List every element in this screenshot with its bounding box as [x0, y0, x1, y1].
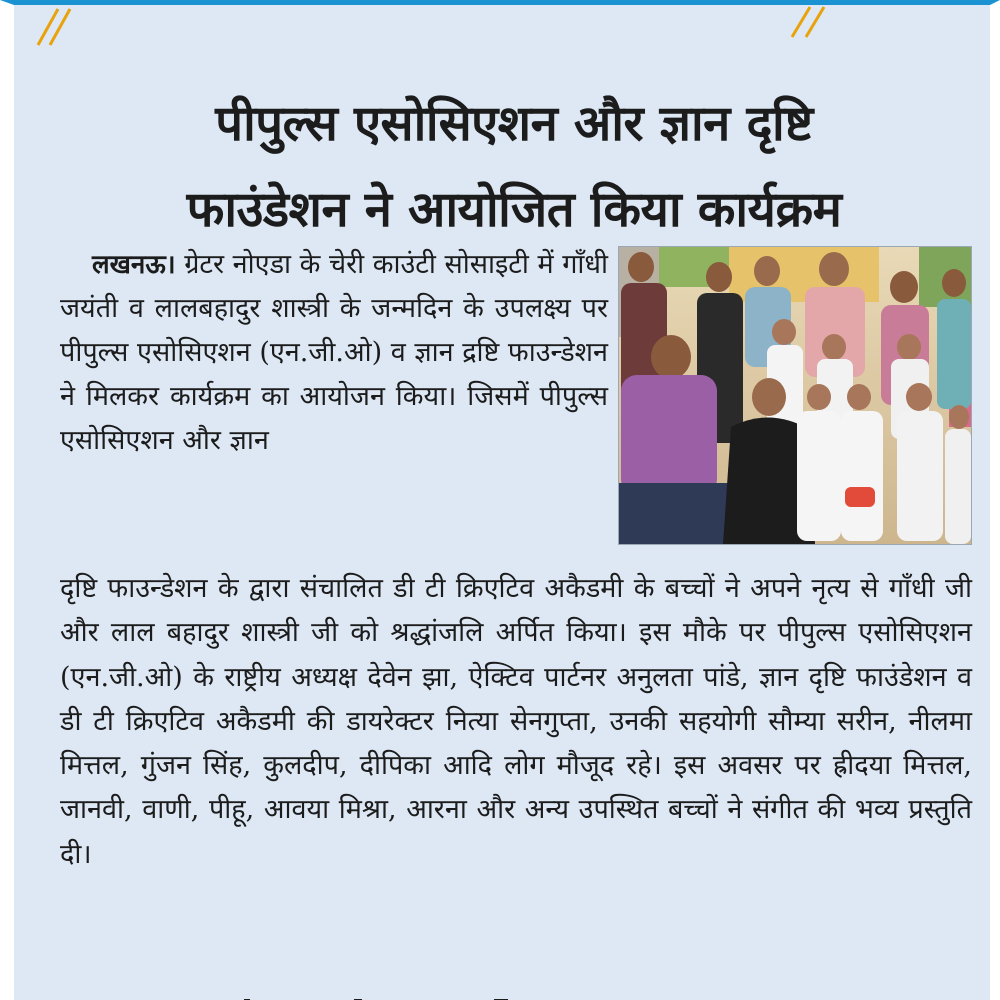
dateline: लखनऊ।: [92, 250, 176, 280]
group-photo-icon: [619, 247, 971, 544]
lead-text: ग्रेटर नोएडा के चेरी काउंटी सोसाइटी में गाँधी जयंती व लालबहादुर शास्त्री के जन्मदिन के उपलक्ष्य पर पीपुल्स एसोसिएशन (एन.जी.ओ) व ज्ञान द्रष्टि फाउन्डेशन ने मिलकर कार्यक्रम का आयोजन किया। जिसमें पीपुल्स एसोसिएशन और ज्ञान: [60, 249, 608, 456]
group-photo: [618, 246, 972, 545]
headline-line-2: फाउंडेशन ने आयोजित किया कार्यक्रम: [186, 181, 842, 238]
headline-line-1: पीपुल्स एसोसिएशन और ज्ञान दृष्टि: [215, 95, 813, 152]
article-lead: [60, 243, 608, 463]
article-body: दृष्टि फाउन्डेशन के द्वारा संचालित डी टी क्रिएटिव अकैडमी के बच्चों ने अपने नृत्य से गाँधी जी और लाल बहादुर शास्त्री जी को श्रद्धांजलि अर्पित किया। इस मौके पर पीपुल्स एसोसिएशन (एन.जी.ओ) के राष्ट्रीय अध्यक्ष देवेन झा, ऐक्टिव पार्टनर अनुलता पांडे, ज्ञान दृष्टि फाउंडेशन व डी टी क्रिएटिव अकैडमी की डायरेक्टर नित्या सेनगुप्ता, उनकी सहयोगी सौम्या सरीन, नीलमा मित्तल, गुंजन सिंह, कुलदीप, दीपिका आदि लोग मौजूद रहे। इस अवसर पर ह्रीदया मित्तल, जानवी, वाणी, पीहू, आवया मिश्रा, आरना और अन्य उपस्थित बच्चों ने संगीत की भव्य प्रस्तुति दी।: [60, 573, 972, 870]
corner-slash-icon: [24, 5, 84, 53]
corner-slash-icon: [784, 5, 844, 53]
headline: [34, 81, 994, 253]
